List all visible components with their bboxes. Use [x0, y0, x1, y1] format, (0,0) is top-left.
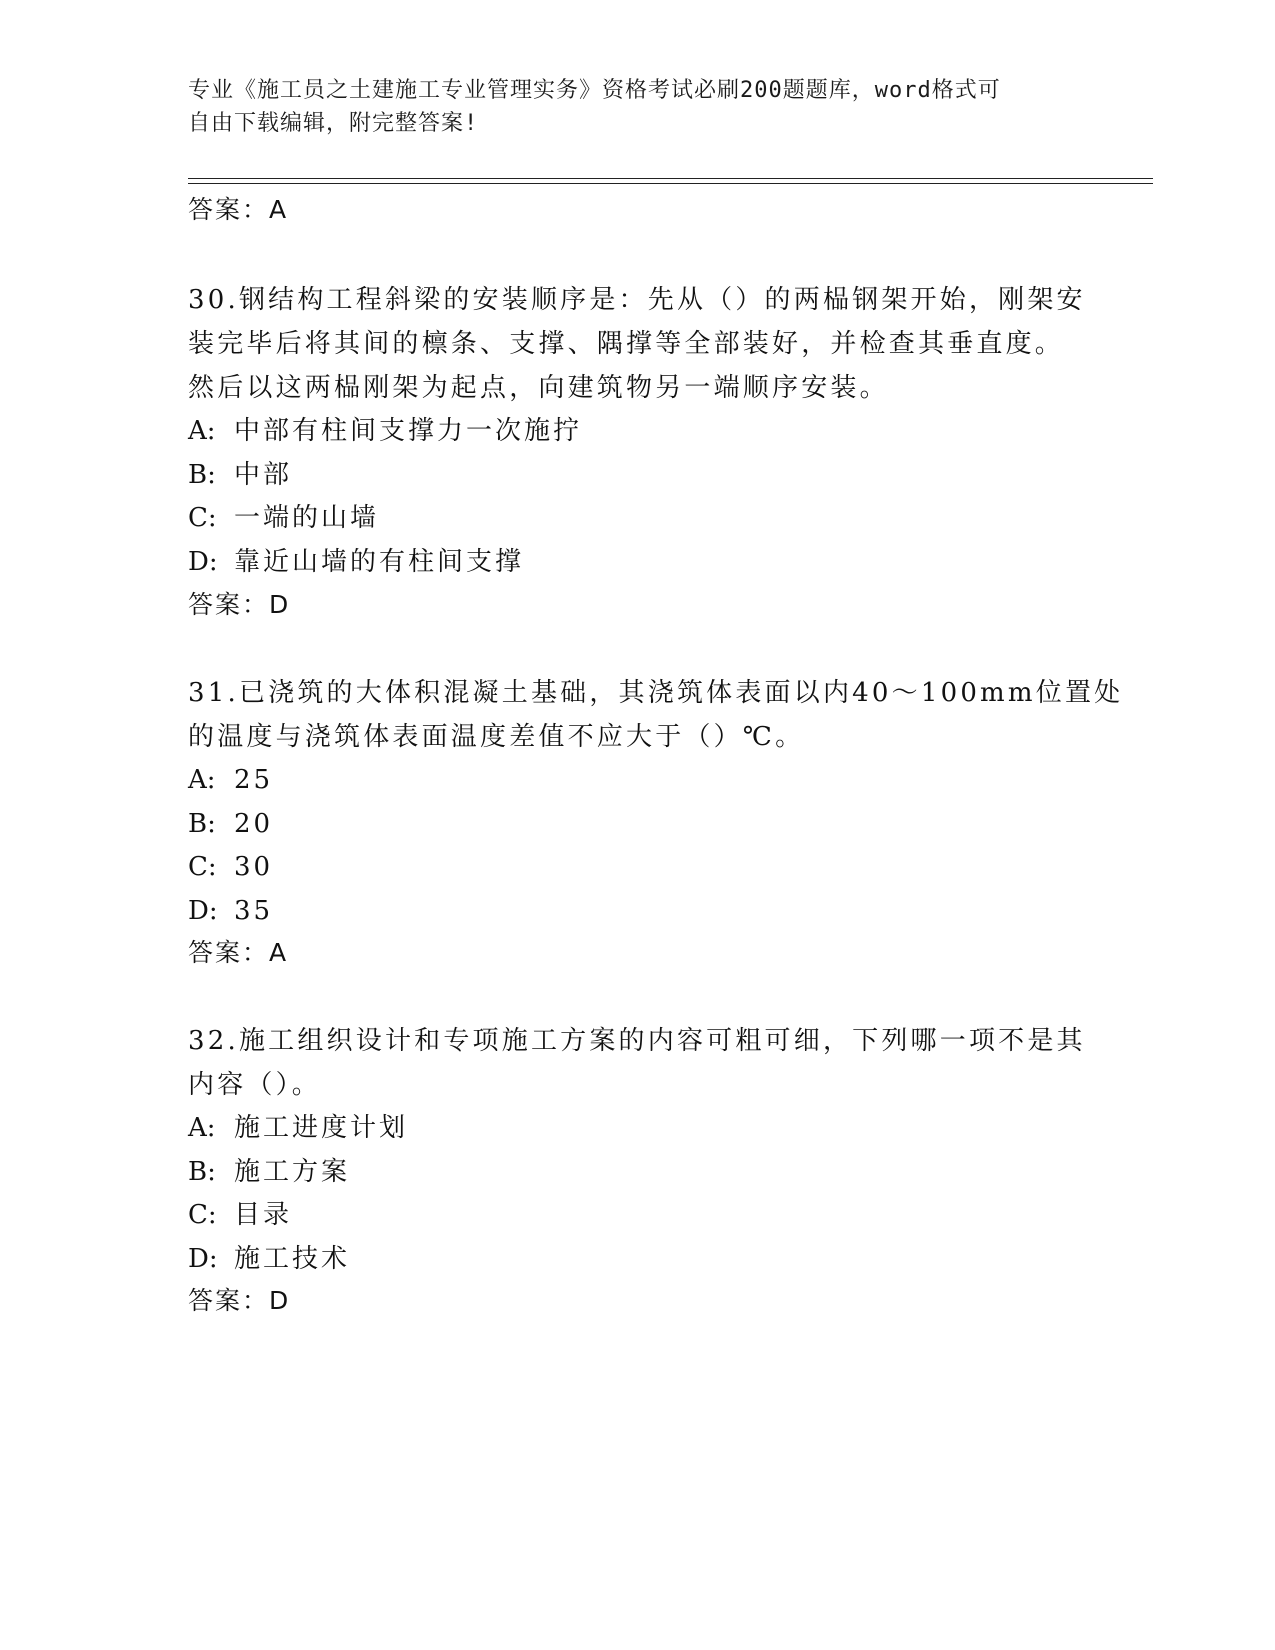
option-text: 施工方案: [234, 1157, 351, 1187]
header-line-1: 专业《施工员之土建施工专业管理实务》资格考试必刷200题题库，word格式可: [188, 78, 1001, 103]
option-d: [188, 894, 273, 928]
option-d: [188, 1242, 350, 1276]
option-label: C:: [188, 852, 217, 882]
question-text-line: 31.已浇筑的大体积混凝土基础，其浇筑体表面以内40～100mm位置处: [188, 678, 1124, 708]
answer-previous: 答案：A: [188, 195, 289, 224]
option-a: [188, 414, 582, 448]
option-b: [188, 1155, 350, 1189]
answer: 答案：A: [188, 938, 289, 967]
question-text-line: 然后以这两榀刚架为起点，向建筑物另一端顺序安装。: [188, 373, 889, 403]
option-c: [188, 850, 273, 884]
option-text: 20: [234, 809, 274, 839]
option-b: [188, 458, 292, 492]
option-label: A:: [188, 416, 216, 446]
option-label: D:: [188, 547, 218, 577]
option-c: [188, 501, 379, 535]
option-label: A:: [188, 1113, 216, 1143]
option-text: 中部: [234, 460, 293, 490]
question-text-line: 的温度与浇筑体表面温度差值不应大于（）℃。: [188, 722, 805, 752]
option-text: 施工技术: [234, 1244, 351, 1274]
answer: 答案：D: [188, 1286, 291, 1315]
answer: 答案：D: [188, 590, 291, 619]
option-text: 中部有柱间支撑力一次施拧: [234, 416, 583, 446]
option-text: 一端的山墙: [234, 503, 380, 533]
option-c: [188, 1198, 292, 1232]
option-label: D:: [188, 896, 218, 926]
option-a: [188, 1111, 408, 1145]
option-b: [188, 807, 273, 841]
option-label: A:: [188, 765, 216, 795]
option-text: 35: [234, 896, 274, 926]
option-label: C:: [188, 503, 217, 533]
option-text: 靠近山墙的有柱间支撑: [234, 547, 525, 577]
option-label: D:: [188, 1244, 218, 1274]
option-text: 25: [234, 765, 274, 795]
question-text-line: 30.钢结构工程斜梁的安装顺序是：先从（）的两榀钢架开始，刚架安: [188, 285, 1086, 315]
header-line-2: 自由下载编辑，附完整答案!: [188, 111, 479, 136]
header-divider-bottom: [188, 183, 1153, 184]
option-label: C:: [188, 1200, 217, 1230]
option-a: [188, 763, 273, 797]
option-text: 施工进度计划: [234, 1113, 409, 1143]
option-text: 30: [234, 852, 274, 882]
option-label: B:: [188, 1157, 216, 1187]
header-divider-top: [188, 178, 1153, 179]
option-d: [188, 545, 524, 579]
document-header: [188, 74, 1068, 140]
question-text-line: 装完毕后将其间的檩条、支撑、隅撑等全部装好，并检查其垂直度。: [188, 329, 1065, 359]
question-text-line: 内容（）。: [188, 1070, 322, 1100]
question-text-line: 32.施工组织设计和专项施工方案的内容可粗可细，下列哪一项不是其: [188, 1026, 1086, 1056]
option-label: B:: [188, 460, 216, 490]
option-label: B:: [188, 809, 216, 839]
option-text: 目录: [234, 1200, 293, 1230]
